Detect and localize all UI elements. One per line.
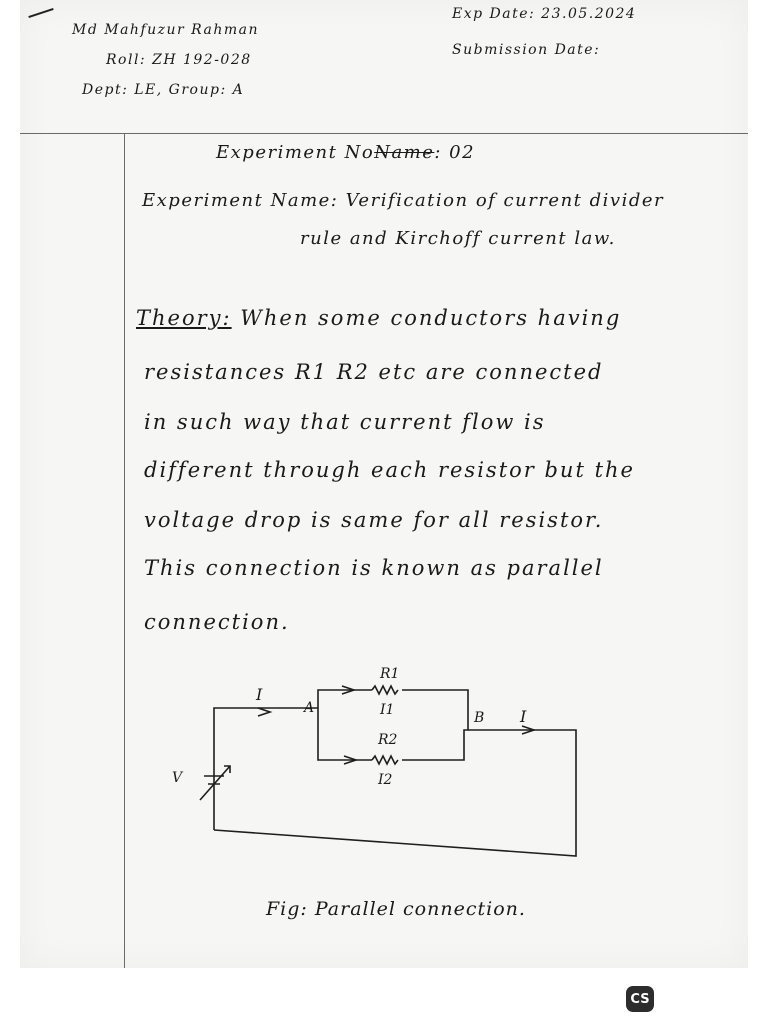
figure-caption: Fig: Parallel connection.	[266, 898, 526, 920]
label-i2: I2	[378, 772, 393, 788]
experiment-number-value: : 02	[434, 142, 476, 163]
label-r2: R2	[378, 732, 398, 748]
exp-date: Exp Date: 23.05.2024	[452, 6, 637, 22]
label-current-out: I	[520, 707, 527, 726]
experiment-number	[216, 142, 475, 163]
label-current-in: I	[256, 685, 263, 704]
theory-heading: Theory:	[136, 306, 232, 330]
student-name: Md Mahfuzur Rahman	[72, 22, 260, 38]
label-voltage: V	[172, 770, 183, 786]
dept-group: Dept: LE, Group: A	[82, 82, 245, 98]
experiment-number-label: Experiment No	[216, 142, 375, 163]
experiment-number-struck: Name	[374, 142, 435, 163]
label-node-b: B	[474, 710, 485, 726]
label-node-a: A	[304, 700, 315, 716]
theory-line-4: different through each resistor but the	[144, 458, 635, 482]
theory-line-3: in such way that current flow is	[144, 410, 546, 434]
theory-line-7: connection.	[144, 610, 290, 634]
roll-number: Roll: ZH 192-028	[106, 52, 252, 68]
camscanner-logo: CS	[626, 986, 654, 1012]
label-i1: I1	[380, 702, 395, 718]
theory-line-1	[136, 306, 621, 330]
experiment-name-line-1: Experiment Name: Verification of current divider	[142, 190, 665, 211]
theory-line-5: voltage drop is same for all resistor.	[144, 508, 604, 532]
experiment-name-line-2: rule and Kirchoff current law.	[300, 228, 616, 249]
theory-line-6: This connection is known as parallel	[144, 556, 604, 580]
margin-rule-horizontal	[20, 133, 748, 134]
theory-text-1: When some conductors having	[240, 306, 622, 330]
margin-rule-vertical	[124, 134, 125, 968]
label-r1: R1	[380, 666, 400, 682]
theory-line-2: resistances R1 R2 etc are connected	[144, 360, 604, 384]
submission-date: Submission Date:	[452, 42, 601, 58]
